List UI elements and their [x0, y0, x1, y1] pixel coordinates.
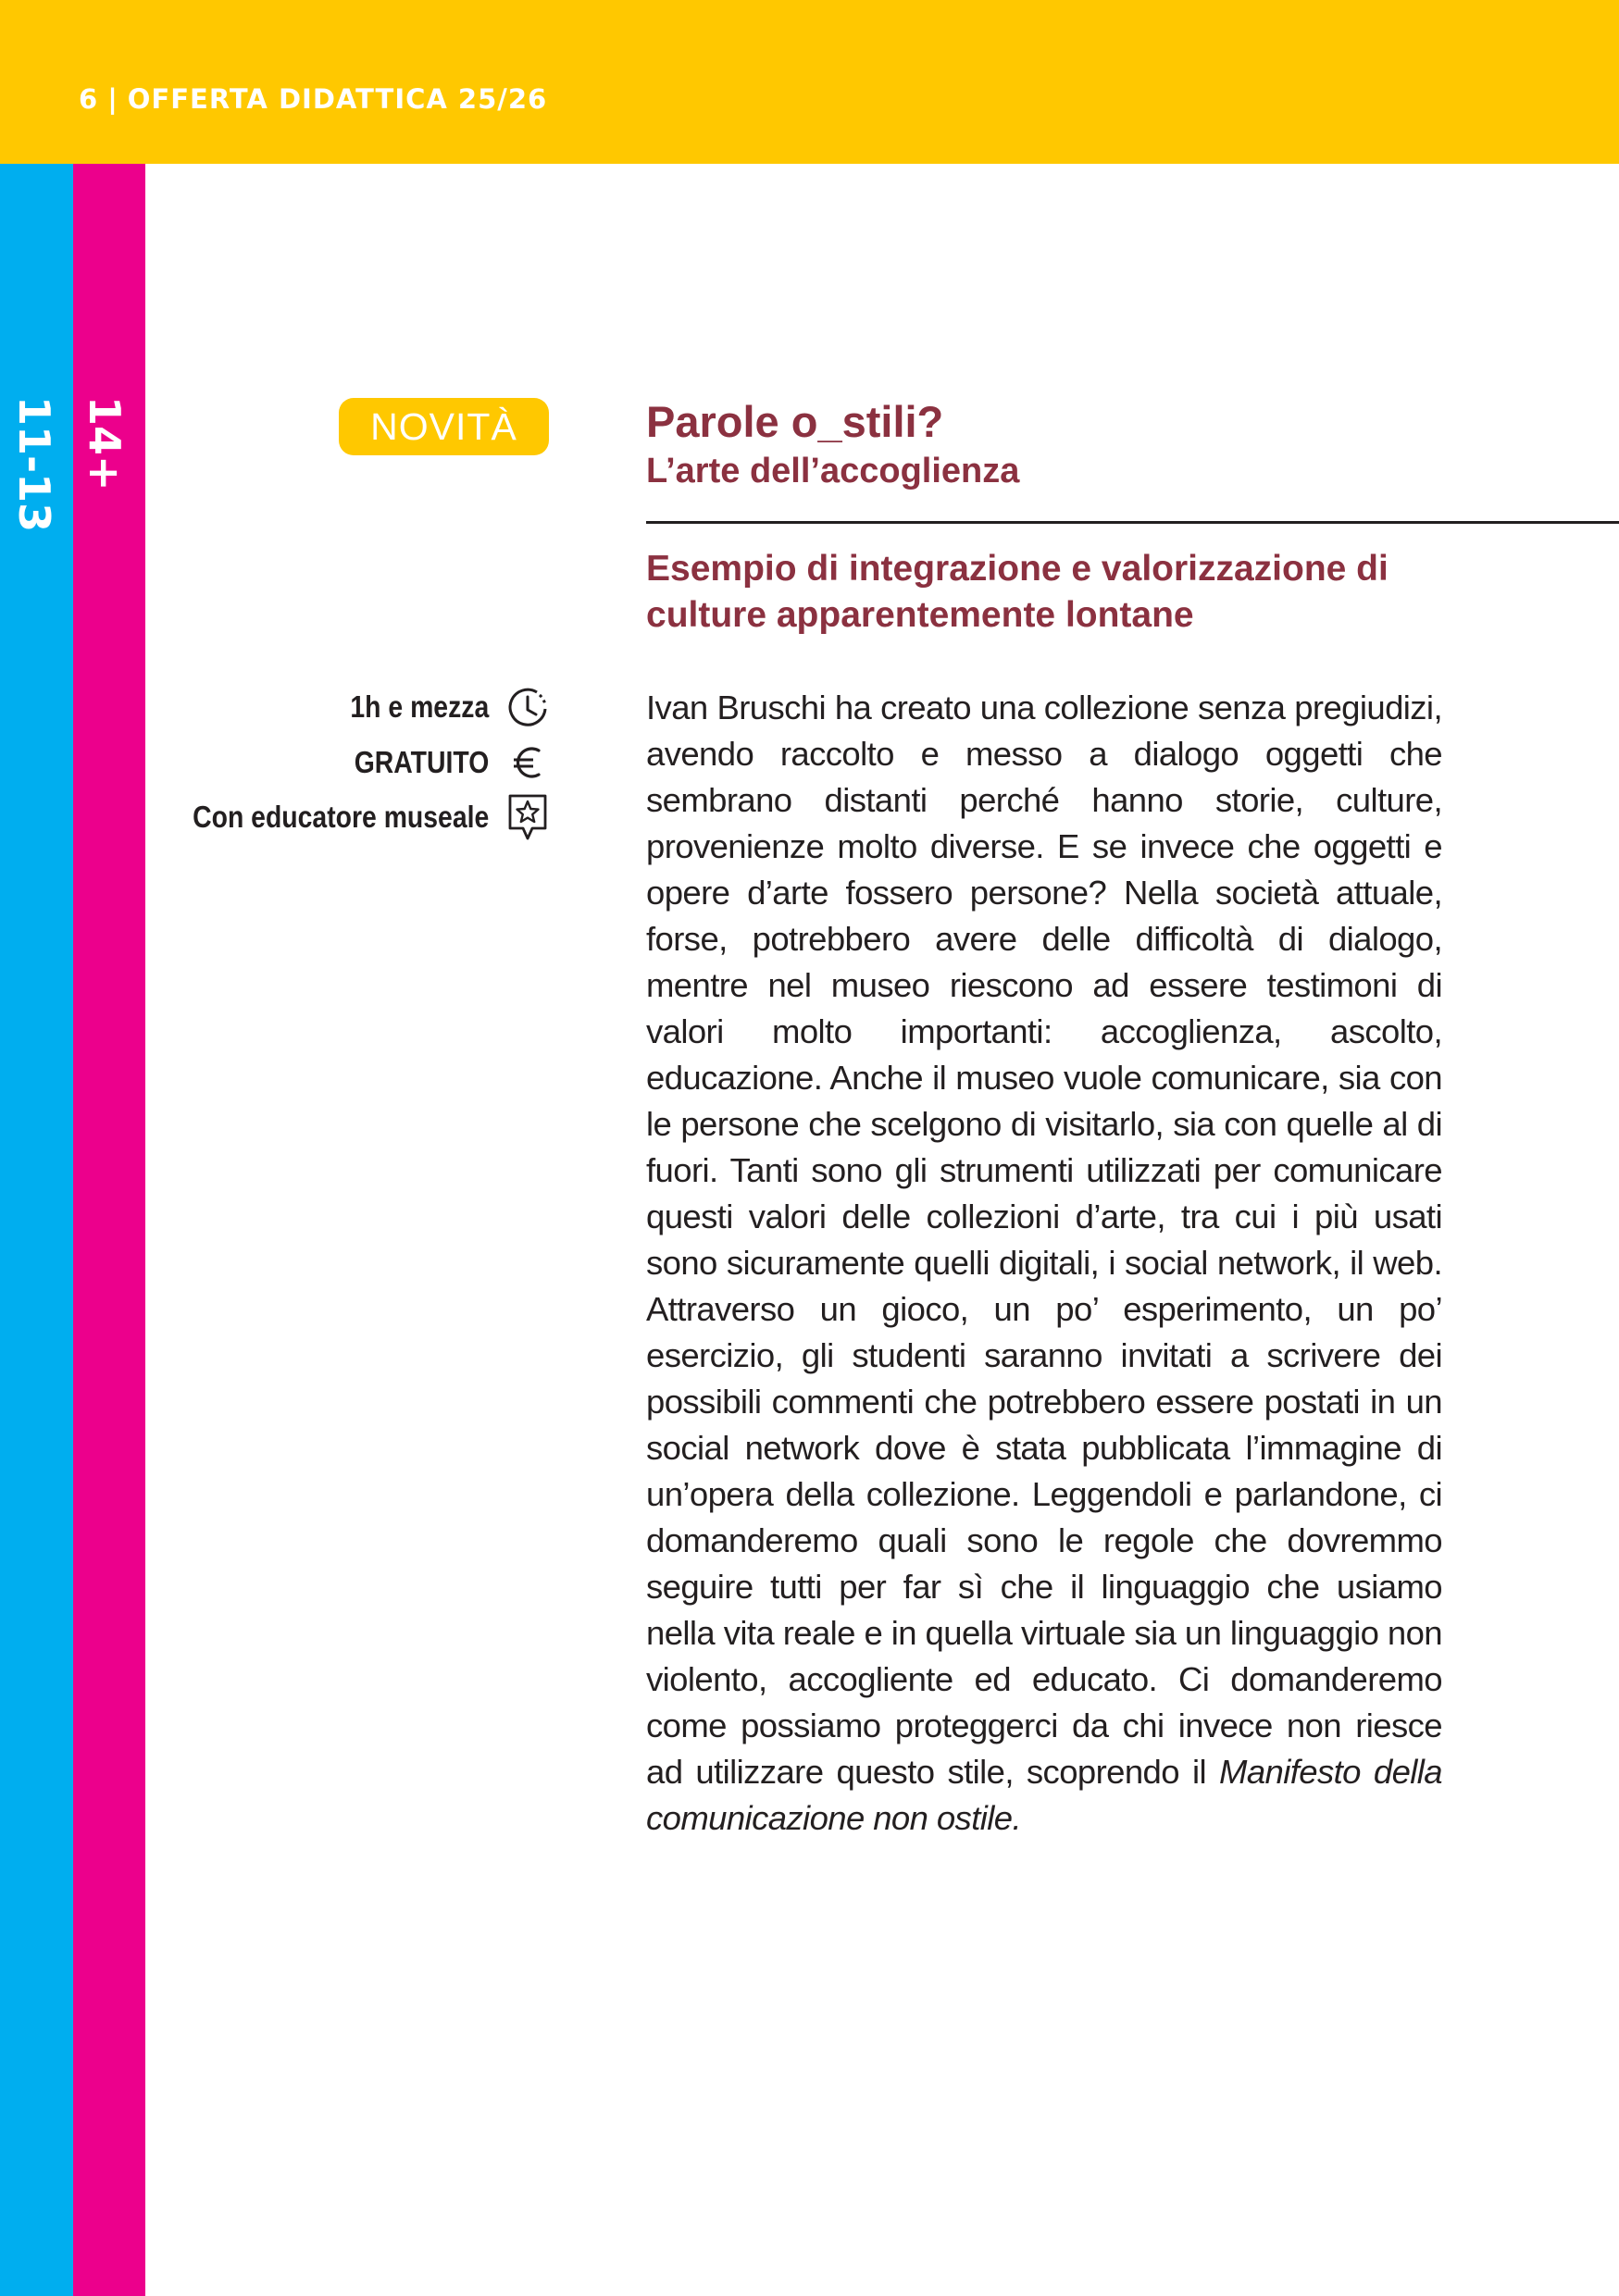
manifesto-reference: Manifesto della comunicazione non ostile.: [646, 1753, 1442, 1837]
section-title: OFFERTA DIDATTICA 25/26: [127, 83, 548, 115]
activity-description: [646, 685, 1442, 1842]
novelty-badge: NOVITÀ: [339, 398, 549, 455]
activity-tagline: Esempio di integrazione e valorizzazione di culture apparentemente lontane: [646, 549, 1389, 635]
guide-info: [144, 790, 550, 844]
header-band: [0, 0, 1619, 164]
running-header: [79, 83, 547, 115]
age-label-11-13: 11-13: [9, 396, 59, 533]
price-info: [332, 738, 550, 787]
star-badge-icon: [505, 793, 550, 841]
title-divider: [646, 521, 1619, 524]
guide-label: Con educatore museale: [192, 800, 489, 834]
price-label: GRATUITO: [354, 745, 489, 779]
description-text: Ivan Bruschi ha creato una collezione senza pregiudizi, avendo raccolto e messo a dialogo oggetti che sembrano distanti perché hanno storie, culture, provenienze molto diverse. E se invece che oggetti e opere d’arte fossero persone? Nella società attuale, forse, potrebbero avere delle difficoltà di dialogo, mentre nel museo riescono ad essere testimoni di valori molto importanti: accoglienza, ascolto, educazione. Anche il museo vuole comunicare, sia con le persone che scelgono di visitarlo, sia con quelle al di fuori. Tanti sono gli strumenti utilizzati per comunicare questi valori delle collezioni d’arte, tra cui i più usati sono sicuramente quelli digitali, i social network, il web. Attraverso un gioco, un po’ esperimento, un po’ esercizio, gli studenti saranno invitati a scrivere dei possibili commenti che potrebbero essere postati in un social network dove è stata pubblicata l’immagine di un’opera della collezione. Leggendoli e parlandone, ci domanderemo quali sono le regole che dovremmo seguire tutti per far sì che il linguaggio che usiamo nella vita reale e in quella virtuale sia un linguaggio non violento, accogliente ed educato. Ci domanderemo come possiamo proteggerci da chi invece non riesce ad utilizzare questo stile, scoprendo il: [646, 689, 1442, 1791]
clock-icon: [505, 683, 550, 731]
activity-title: Parole o_stili?: [646, 397, 944, 446]
euro-icon: [505, 738, 550, 787]
activity-subtitle: L’arte dell’accoglienza: [646, 452, 1020, 490]
header-separator: |: [107, 83, 118, 115]
duration-info: [328, 681, 550, 733]
page-number: 6: [79, 83, 99, 115]
age-label-14-plus: 14+: [80, 396, 130, 491]
duration-label: 1h e mezza: [350, 689, 489, 724]
